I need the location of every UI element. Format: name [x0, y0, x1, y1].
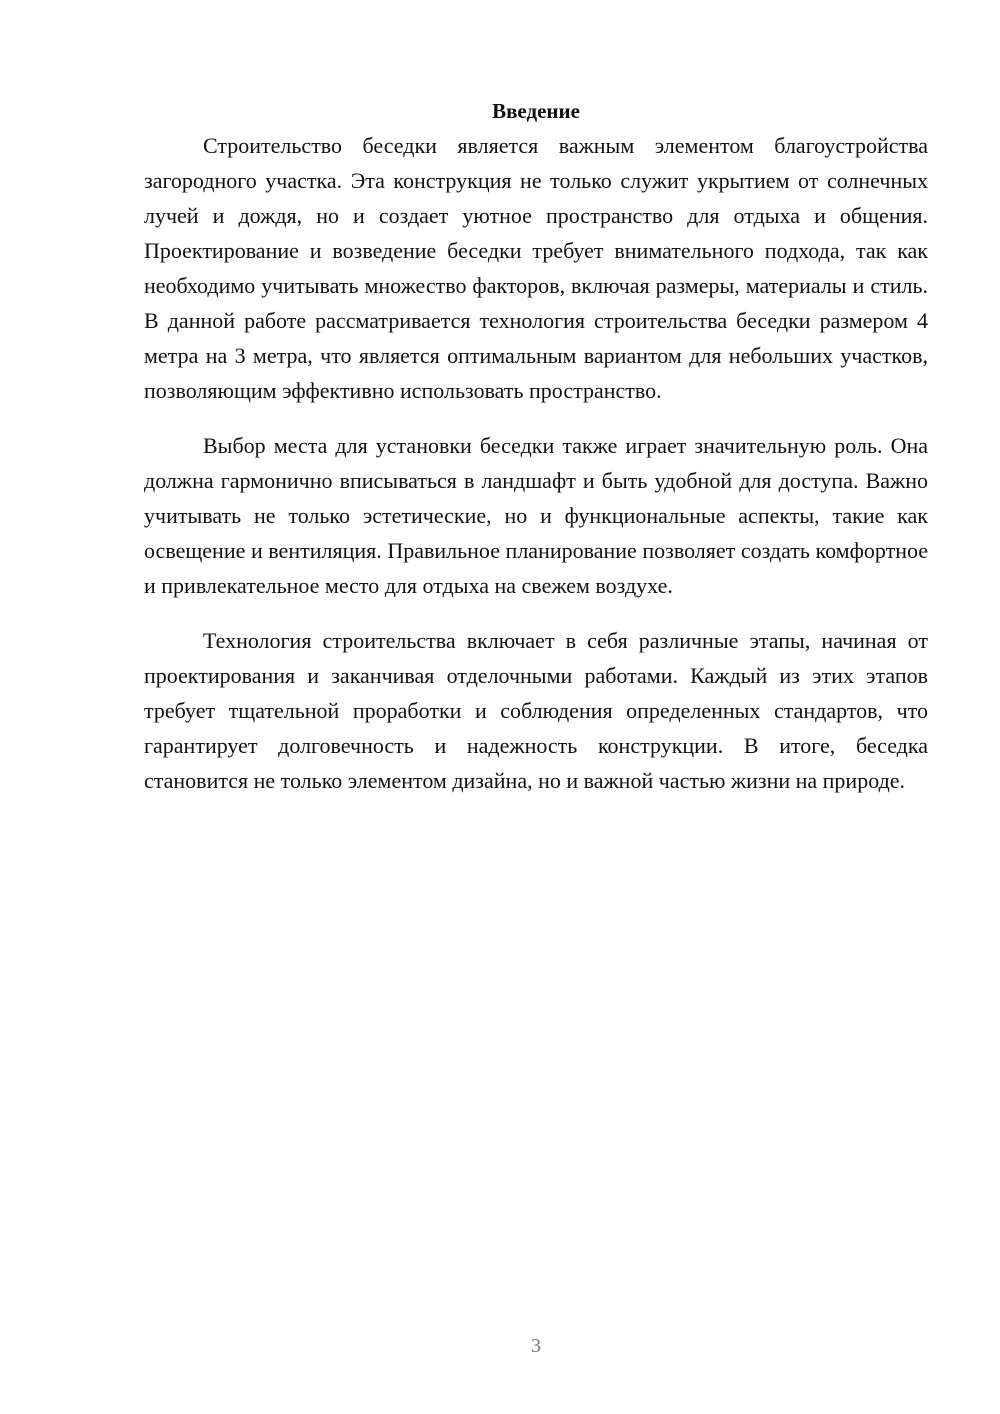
paragraph-3: Технология строительства включает в себя различные этапы, начиная от проектирования и заканчивая отделочными работами. Каждый из этих этапов требует тщательной проработки и соблюдения определенных стандартов, что гарантирует долговечность и надежность конструкции. В итоге, беседка становится не только элементом дизайна, но и важной частью жизни на природе.	[144, 628, 928, 793]
page-number: 3	[531, 1335, 541, 1357]
section-title: Введение	[492, 99, 580, 123]
page-content	[144, 94, 928, 798]
paragraph-2: Выбор места для установки беседки также играет значительную роль. Она должна гармонично вписываться в ландшафт и быть удобной для доступа. Важно учитывать не только эстетические, но и функциональные аспекты, такие как освещение и вентиляция. Правильное планирование позволяет создать комфортное и привлекательное место для отдыха на свежем воздухе.	[144, 433, 928, 598]
paragraph-1: Строительство беседки является важным элементом благоустройства загородного участка. Эта конструкция не только служит укрытием от солнечных лучей и дождя, но и создает уютное пространство для отдыха и общения. Проектирование и возведение беседки требует внимательного подхода, так как необходимо учитывать множество факторов, включая размеры, материалы и стиль. В данной работе рассматривается технология строительства беседки размером 4 метра на 3 метра, что является оптимальным вариантом для небольших участков, позволяющим эффективно использовать пространство.	[144, 133, 928, 403]
